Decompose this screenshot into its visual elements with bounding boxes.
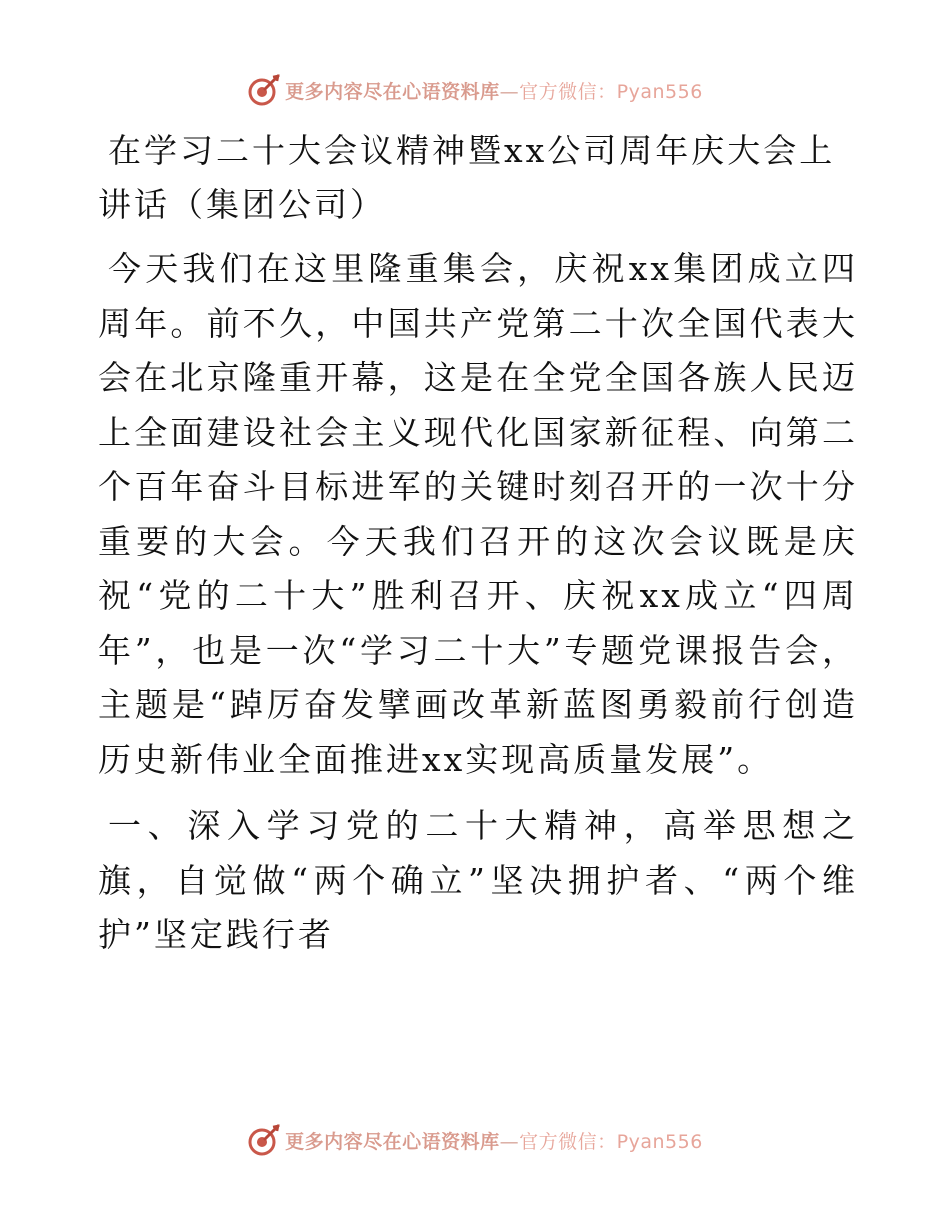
watermark-header [0, 70, 950, 110]
watermark-contact: 官方微信：Pyan556 [519, 1130, 703, 1153]
logo-icon [247, 1123, 281, 1157]
document-body [98, 124, 858, 975]
watermark-contact: 官方微信：Pyan556 [519, 80, 703, 103]
paragraph-intro: 今天我们在这里隆重集会，庆祝xx集团成立四周年。前不久，中国共产党第二十次全国代表大会在北京隆重开幕，这是在全党全国各族人民迈上全面建设社会主义现代化国家新征程、向第二个百年奋斗目标进军的关键时刻召开的一次十分重要的大会。今天我们召开的这次会议既是庆祝“党的二十大”胜利召开、庆祝xx成立“四周年”，也是一次“学习二十大”专题党课报告会，主题是“踔厉奋发擘画改革新蓝图勇毅前行创造历史新伟业全面推进xx实现高质量发展”。 [98, 249, 858, 779]
watermark-footer [0, 1120, 950, 1160]
watermark-separator: — [499, 80, 520, 103]
watermark-brand: 更多内容尽在心语资料库 [285, 80, 500, 103]
watermark-text [285, 77, 703, 104]
logo-icon [247, 73, 281, 107]
watermark-text [285, 1127, 703, 1154]
watermark-separator: — [499, 1130, 520, 1153]
document-title: 在学习二十大会议精神暨xx公司周年庆大会上讲话（集团公司） [98, 131, 836, 224]
watermark-brand: 更多内容尽在心语资料库 [285, 1130, 500, 1153]
section-heading-1: 一、深入学习党的二十大精神，高举思想之旗，自觉做“两个确立”坚决拥护者、“两个维护”坚定践行者 [98, 806, 858, 954]
